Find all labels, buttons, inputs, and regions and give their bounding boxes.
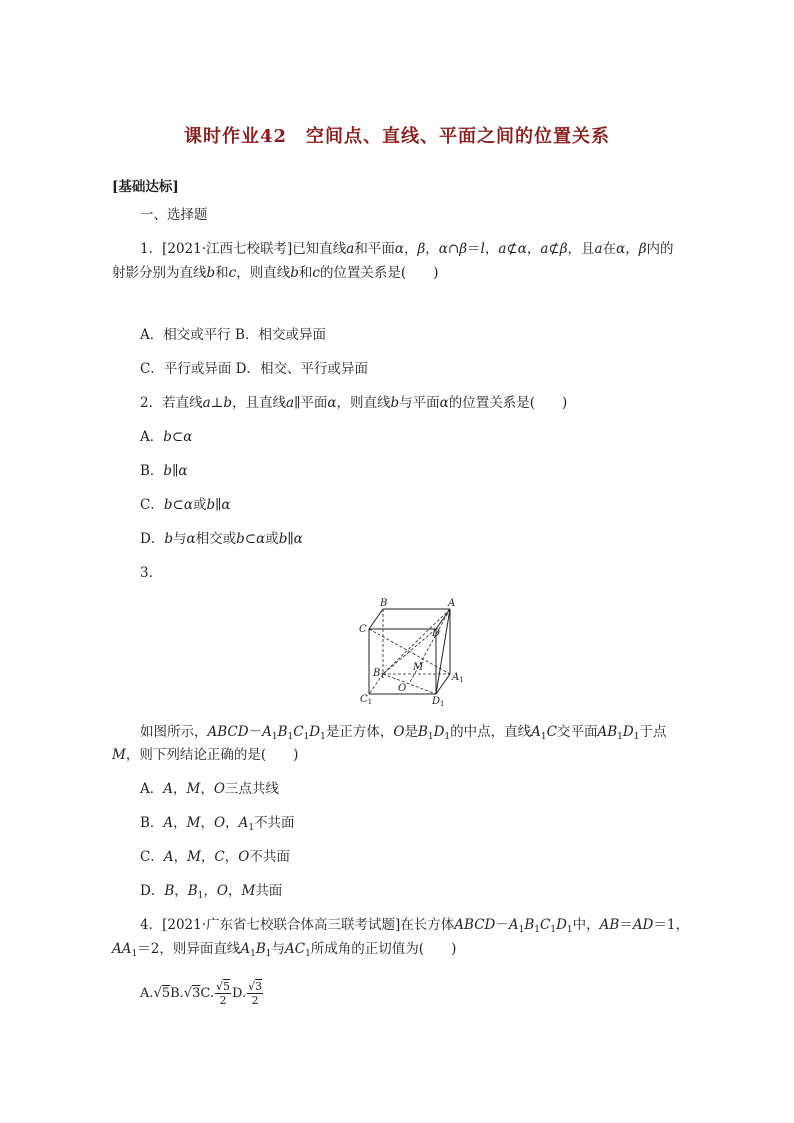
q2-opt-c-label: C． xyxy=(140,497,164,513)
question-1-stem: 1．[2021·江西七校联考]已知直线a和平面α，β，α∩β＝l，a⊄α，a⊄β，且a在α，β内的 xyxy=(140,241,674,257)
cube-figure xyxy=(356,596,466,710)
section-heading: [基础达标] xyxy=(112,179,179,195)
question-3-option-c: C．A，M，C，O不共面 xyxy=(140,849,290,865)
label-A1: $A_1$ xyxy=(452,672,464,684)
question-3-option-a: A．A，M，O三点共线 xyxy=(140,781,279,797)
label-C1: $C_1$ xyxy=(360,694,373,706)
q3-opt-c-tail: 不共面 xyxy=(249,849,290,865)
q2-stem-a: 2．若直线 xyxy=(140,395,203,411)
question-3-option-b: B．A，M，O，$A_1$不共面 xyxy=(140,815,295,833)
q4-stem1-b: 中， xyxy=(572,917,600,933)
q3-stem1-e: 交平面 xyxy=(556,724,598,740)
q2-stem-d: ，则直线 xyxy=(336,395,391,411)
q1-line2: 射影分别为直线 xyxy=(112,265,207,281)
question-1-stem-line2: 射影分别为直线b和c，则直线b和c的位置关系是( ) xyxy=(112,265,439,281)
q3-stem1-c: 是 xyxy=(404,724,418,740)
q4-option-d-fraction: $\frac{√3}{2}$ xyxy=(248,980,263,1007)
q2-opt-d-label: D． xyxy=(140,531,165,547)
label-M: M xyxy=(413,662,424,673)
question-3-option-d: D．B，$B_1$，O，M共面 xyxy=(140,883,283,901)
question-3-number: 3. xyxy=(140,565,153,581)
label-B1: $B_1$ xyxy=(373,668,385,680)
q3-opt-b-tail: 不共面 xyxy=(254,815,295,831)
label-D: D xyxy=(432,628,441,639)
q2-stem-c: 平面 xyxy=(300,395,328,411)
q2-stem-f: 的位置关系是( ) xyxy=(448,395,568,411)
question-2-option-a: A．b⊂α xyxy=(140,429,193,445)
question-2-option-d: D．b与α相交或b⊂α或b∥α xyxy=(140,531,303,547)
q4-option-c-fraction: $\frac{√5}{2}$ xyxy=(215,980,230,1007)
q2-word-or-1: 或 xyxy=(192,497,207,513)
q1-prefix: 1．[2021·江西七校联考]已知直线 xyxy=(140,241,347,257)
question-4-options: A.√5B.√3C. $\frac{√5}{2}$ D. $\frac{√3}{2}$ xyxy=(140,980,263,1007)
q2-opt-a-label: A． xyxy=(140,429,164,445)
q4-stem2-c: 与 xyxy=(271,941,285,957)
question-3-stem: 如图所示，$ABCD-A_1B_1C_1D_1$是正方体，O是$B_1D_1$的中点，直线$A_1C$交平面$AB_1D_1$于点 xyxy=(140,724,667,742)
q3-stem2-b: ，则下列结论正确的是( ) xyxy=(125,747,299,763)
q2-opt-b-label: B． xyxy=(140,463,164,479)
page-title: 课时作业42 空间点、直线、平面之间的位置关系 xyxy=(183,126,611,147)
q4-stem2-b: ，则异面直线 xyxy=(159,941,241,957)
question-3-stem-line2: M，则下列结论正确的是( ) xyxy=(112,747,299,763)
question-2-stem: 2．若直线a⊥b，且直线a∥平面α，则直线b与平面α的位置关系是( ) xyxy=(140,395,568,411)
label-O: O xyxy=(398,683,407,694)
q4-stem1: 4．[2021·广东省七校联合体高三联考试题]在长方体 xyxy=(140,917,455,933)
q3-stem1-f: 于点 xyxy=(639,724,667,740)
q3-opt-a-tail: 三点共线 xyxy=(224,781,279,797)
q2-word-or-2: 或 xyxy=(265,531,279,547)
q2-word-intersect: 相交或 xyxy=(195,531,237,547)
q2-stem-e: 与平面 xyxy=(399,395,440,411)
label-C: C xyxy=(359,624,367,635)
label-A: A xyxy=(448,598,456,609)
cube-diagram xyxy=(356,596,466,706)
q2-stem-b: ，且直线 xyxy=(232,395,287,411)
q3-stem1: 如图所示， xyxy=(140,724,208,740)
question-1-options-ab: A．相交或平行 B．相交或异面 xyxy=(140,327,326,343)
question-2-option-c: C．b⊂α或b∥α xyxy=(140,497,231,513)
part-heading: 一、选择题 xyxy=(140,207,208,223)
question-4-stem: 4．[2021·广东省七校联合体高三联考试题]在长方体$ABCD-A_1B_1C_1D_1$中，AB＝AD＝1， xyxy=(140,917,689,935)
question-1-options-cd: C．平行或异面 D．相交、平行或异面 xyxy=(140,361,368,377)
question-4-stem-line2: $AA_1=2$，则异面直线$A_1B_1$与$AC_1$所成角的正切值为( ) xyxy=(112,941,457,959)
q3-stem1-b: 是正方体， xyxy=(325,724,394,740)
q3-stem1-d: 的中点，直线 xyxy=(450,724,532,740)
q3-opt-d-tail: 共面 xyxy=(255,883,283,899)
question-2-option-b: B．b∥α xyxy=(140,463,188,479)
label-B: B xyxy=(380,598,388,609)
q4-stem2-d: 所成角的正切值为( ) xyxy=(310,941,457,957)
label-D1: $D_1$ xyxy=(432,696,445,706)
